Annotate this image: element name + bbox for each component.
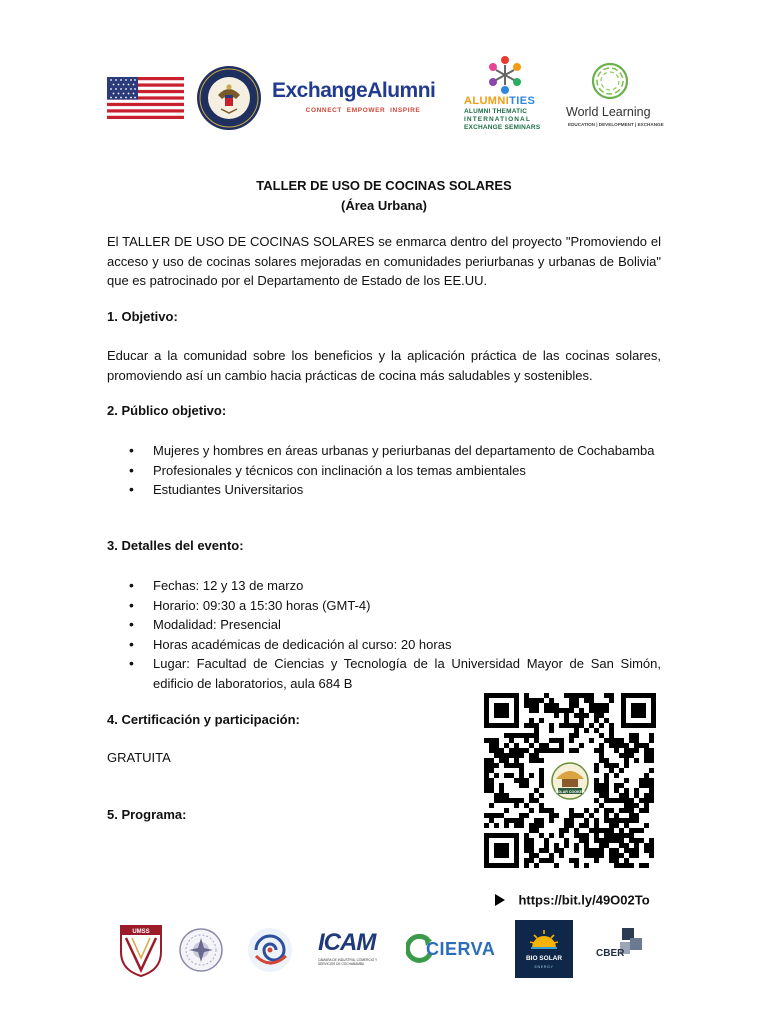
qr-center-label: SOLAR COOKER — [555, 790, 585, 794]
qr-code-matrix — [484, 693, 656, 868]
list-item: • Estudiantes Universitarios — [107, 480, 661, 500]
cber-logo — [592, 926, 646, 974]
list-item: • Mujeres y hombres en áreas urbanas y periurbanas del departamento de Cochabamba — [107, 441, 661, 461]
bio-solar-label: BIO SOLAR — [525, 955, 563, 962]
section-objetivo-text: Educar a la comunidad sobre los beneficios y la aplicación práctica de las cocinas solares, promoviendo así un cambio hacia prácticas de cocina más saludables y sostenibles. — [107, 348, 661, 383]
list-item: • Profesionales y técnicos con inclinación a los temas ambientales — [107, 461, 661, 481]
icam-label: ICAM — [318, 929, 376, 956]
title-line-2: (Área Urbana) — [341, 197, 427, 213]
title-line-1: TALLER DE USO DE COCINAS SOLARES — [256, 178, 512, 193]
play-triangle-icon — [494, 893, 506, 907]
alumni-ties-line2: INTERNATIONAL — [464, 116, 531, 123]
footer-logos — [0, 918, 768, 982]
section-objetivo-heading: 1. Objetivo: — [107, 309, 178, 324]
bio-solar-sub: ENERGY — [534, 965, 554, 969]
section-certificacion-heading: 4. Certificación y participación: — [107, 712, 300, 727]
exchange-alumni-name: ExchangeAlumni — [272, 79, 436, 102]
icam-sub: CÁMARA DE INDUSTRIA, COMERCIO Y SERVICIOS DE COCHABAMBA — [318, 958, 378, 966]
list-item: • Modalidad: Presencial — [107, 615, 661, 635]
qr-link-text[interactable]: https://bit.ly/49O02To — [518, 892, 650, 908]
document-title — [107, 176, 661, 215]
exchange-alumni-tagline: CONNECT EMPOWER INSPIRE — [305, 107, 421, 114]
detalles-list — [107, 576, 661, 693]
alumni-ties-line1: ALUMNI THEMATIC — [464, 108, 528, 115]
list-item: • Horas académicas de dedicación al curso: 20 horas — [107, 635, 661, 655]
umss-label: UMSS — [132, 929, 150, 935]
world-learning-name: World Learning — [566, 105, 651, 119]
publico-list — [107, 441, 661, 500]
intro-paragraph: El TALLER DE USO DE COCINAS SOLARES se enmarca dentro del proyecto "Promoviendo el acceso y uso de cocinas solares mejoradas en comunidades periurbanas y urbanas de Bolivia" que es patrocinado por el Departamento de Estado de los EE.UU. — [107, 234, 661, 288]
alumni-ties-line3: EXCHANGE SEMINARS — [464, 124, 541, 131]
section-detalles-heading: 3. Detalles del evento: — [107, 538, 244, 553]
cierva-label: CIERVA — [426, 939, 496, 959]
department-of-state-seal — [196, 65, 262, 131]
world-learning-logo — [566, 61, 664, 131]
umss-logo — [118, 922, 164, 978]
qr-link-row[interactable] — [494, 891, 650, 911]
world-learning-circle-icon — [590, 61, 630, 101]
certificacion-text: GRATUITA — [107, 750, 171, 765]
alumni-ties-people-icon — [484, 55, 526, 95]
sun-icon — [529, 928, 559, 950]
exchange-alumni-logo — [272, 79, 454, 119]
world-learning-tagline: EDUCATION | DEVELOPMENT | EXCHANGE — [568, 122, 664, 127]
section-publico-heading: 2. Público objetivo: — [107, 403, 227, 418]
list-item: • Lugar: Facultad de Ciencias y Tecnología de la Universidad Mayor de San Simón, edificio de laboratorios, aula 684 B — [107, 654, 661, 693]
qr-code[interactable] — [484, 693, 656, 868]
us-flag-logo — [107, 77, 184, 119]
spiral-institution-logo — [246, 922, 294, 978]
list-item: • Horario: 09:30 a 15:30 horas (GMT-4) — [107, 596, 661, 616]
alumni-ties-alumni-word: ALUMNI — [464, 95, 510, 107]
cber-label: CBER — [596, 948, 625, 959]
alumni-ties-logo — [462, 55, 554, 135]
bio-solar-logo — [515, 920, 573, 978]
faculty-emblem-logo — [177, 924, 225, 976]
section-programa-heading: 5. Programa: — [107, 807, 187, 822]
cierva-logo — [406, 932, 496, 968]
header-logos — [0, 55, 768, 135]
alumni-ties-ties-word: TIES — [509, 95, 536, 107]
icam-logo — [318, 930, 388, 974]
list-item: • Fechas: 12 y 13 de marzo — [107, 576, 661, 596]
